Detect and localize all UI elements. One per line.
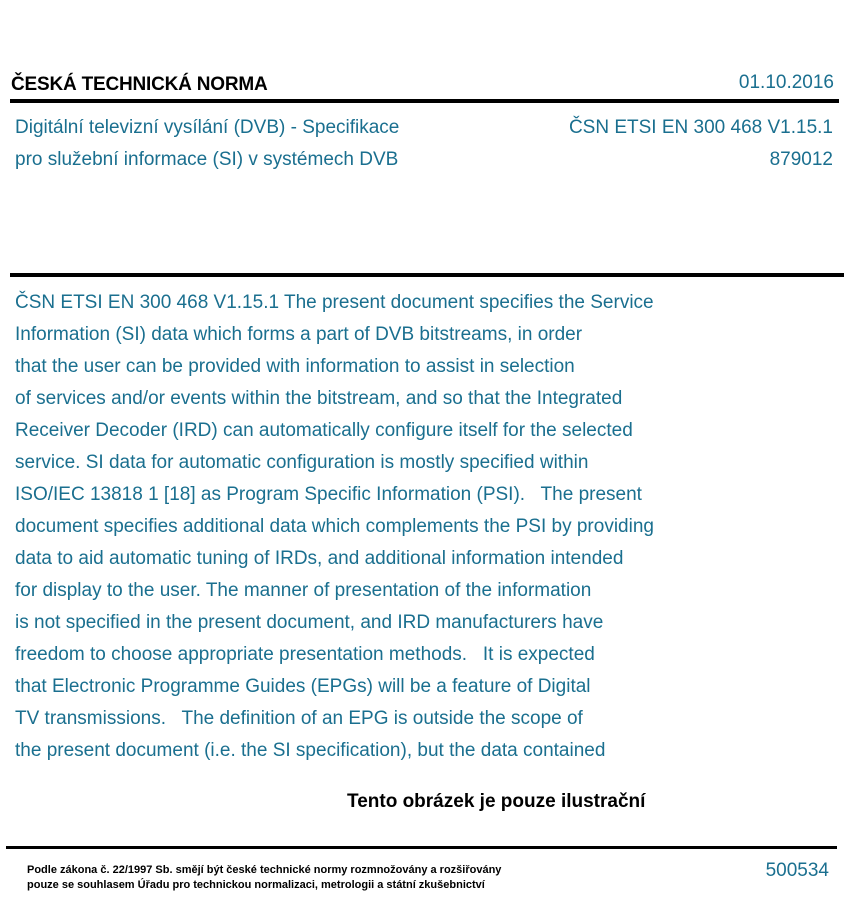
standard-title-line-2: pro služební informace (SI) v systémech DVB — [15, 149, 399, 170]
abstract-line: document specifies additional data which complements the PSI by providing — [15, 516, 654, 537]
footer-divider — [6, 846, 837, 849]
abstract-line: ČSN ETSI EN 300 468 V1.15.1 The present document specifies the Service — [15, 292, 654, 313]
legal-notice-line-1: Podle zákona č. 22/1997 Sb. smějí být české technické normy rozmnožovány a rozšiřovány — [27, 864, 502, 876]
abstract-line: freedom to choose appropriate presentation methods. It is expected — [15, 644, 595, 665]
section-divider — [10, 273, 844, 277]
abstract-line: data to aid automatic tuning of IRDs, and additional information intended — [15, 548, 624, 569]
abstract-line: for display to the user. The manner of presentation of the information — [15, 580, 592, 601]
abstract-line: service. SI data for automatic configuration is mostly specified within — [15, 452, 589, 473]
illustration-notice: Tento obrázek je pouze ilustrační — [347, 791, 646, 812]
abstract-line: TV transmissions. The definition of an EPG is outside the scope of — [15, 708, 583, 729]
abstract-line: that Electronic Programme Guides (EPGs) will be a feature of Digital — [15, 676, 591, 697]
publication-date: 01.10.2016 — [738, 72, 834, 93]
standard-designation: ČSN ETSI EN 300 468 V1.15.1 — [568, 117, 833, 138]
abstract-line: Information (SI) data which forms a part of DVB bitstreams, in order — [15, 324, 583, 345]
abstract-line: of services and/or events within the bitstream, and so that the Integrated — [15, 388, 623, 409]
abstract-text — [15, 287, 815, 767]
standard-title-line-1: Digitální televizní vysílání (DVB) - Specifikace — [15, 117, 400, 138]
abstract-line: Receiver Decoder (IRD) can automatically configure itself for the selected — [15, 420, 633, 441]
abstract-line: ISO/IEC 13818 1 [18] as Program Specific Information (PSI). The present — [15, 484, 642, 505]
header-divider — [10, 99, 839, 103]
legal-notice — [27, 863, 501, 893]
legal-notice-line-2: pouze se souhlasem Úřadu pro technickou normalizaci, metrologii a státní zkušebnictví — [27, 879, 485, 891]
abstract-line: the present document (i.e. the SI specification), but the data contained — [15, 740, 606, 761]
abstract-line: that the user can be provided with information to assist in selection — [15, 356, 575, 377]
abstract-line: is not specified in the present document, and IRD manufacturers have — [15, 612, 604, 633]
norm-header-title: ČESKÁ TECHNICKÁ NORMA — [11, 74, 268, 95]
class-number: 879012 — [769, 149, 833, 170]
document-number: 500534 — [765, 860, 829, 881]
